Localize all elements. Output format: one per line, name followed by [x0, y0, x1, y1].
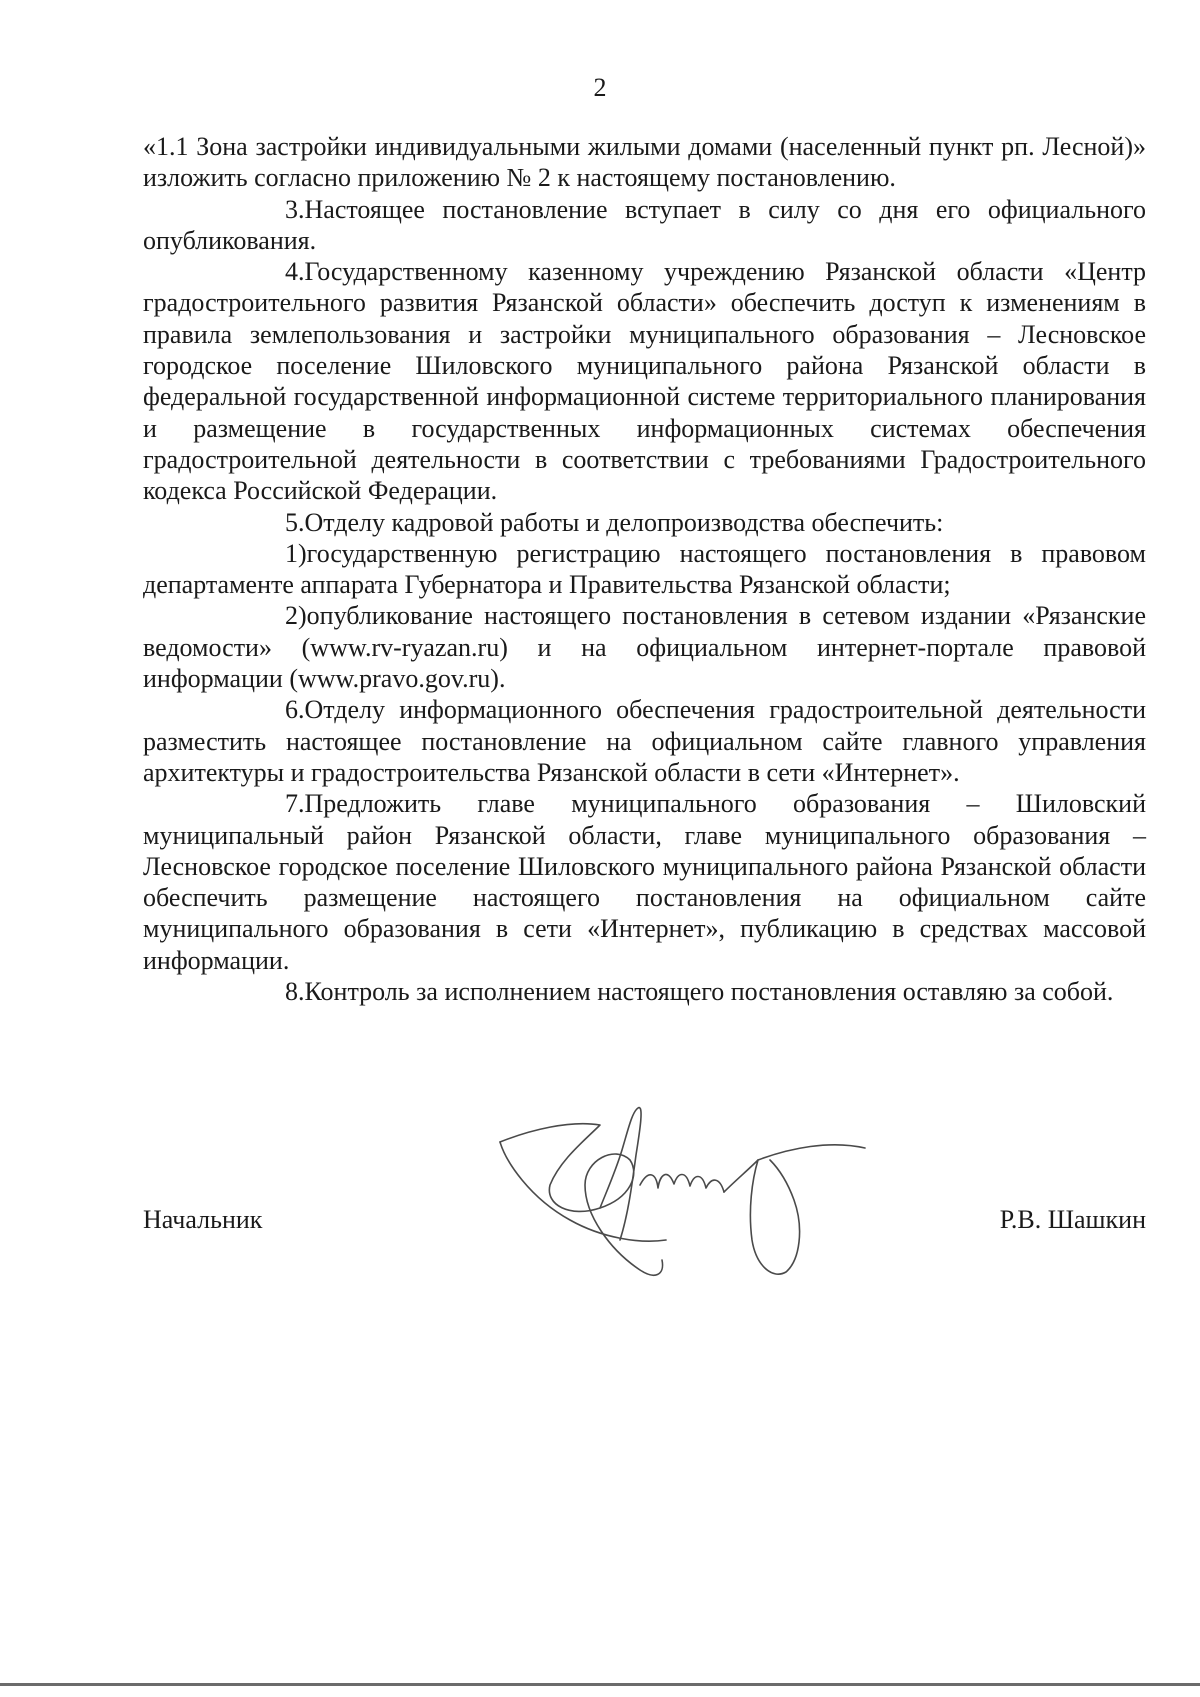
paragraph-4 — [143, 256, 1146, 506]
paragraph-number: 4. — [285, 257, 305, 287]
page-number: 2 — [593, 73, 607, 102]
position-title: Начальник — [143, 1205, 263, 1234]
paragraph-text: Предложить главе муниципального образования – Шиловский муниципальный район Рязанской области, главе муниципального образования – Лесновское городское поселение Шиловского муниципального района Рязанской области обеспечить размещение настоящего постановления на официальном сайте муниципального образования в сети «Интернет», публикацию в средствах массовой информации. — [143, 789, 1146, 975]
paragraph-number: 2) — [285, 601, 307, 631]
subparagraph-2 — [143, 600, 1146, 694]
paragraph-text: Контроль за исполнением настоящего постановления оставляю за собой. — [304, 977, 1114, 1007]
paragraph-5 — [143, 507, 1146, 538]
paragraph-6 — [143, 694, 1146, 788]
document-body — [143, 131, 1146, 1007]
paragraph-number: 8. — [285, 977, 305, 1007]
paragraph-number: 6. — [285, 695, 305, 725]
signer-name: Р.В. Шашкин — [999, 1205, 1146, 1234]
paragraph-1-1-continuation — [143, 131, 1146, 194]
paragraph-number: 7. — [285, 789, 305, 819]
paragraph-text: опубликование настоящего постановления в сетевом издании «Рязанские ведомости» (www.rv-ryazan.ru) и на официальном интернет-портале правовой информации (www.pravo.gov.ru). — [143, 601, 1146, 694]
paragraph-text: Государственному казенному учреждению Рязанской области «Центр градостроительного развития Рязанской области» обеспечить доступ к изменениям в правила землепользования и застройки муниципального образования – Лесновское городское поселение Шиловского муниципального района Рязанской области в федеральной государственной информационной системе территориального планирования и размещение в государственных информационных системах обеспечения градостроительной деятельности в соответствии с требованиями Градостроительного кодекса Российской Федерации. — [143, 257, 1146, 506]
paragraph-number: 3. — [285, 194, 305, 224]
paragraph-text: Отделу информационного обеспечения градостроительной деятельности разместить настоящее постановление на официальном сайте главного управления архитектуры и градостроительства Рязанской области в сети «Интернет». — [143, 695, 1146, 787]
paragraph-text: «1.1 Зона застройки индивидуальными жилыми домами (населенный пункт рп. Лесной)» изложить согласно приложению № 2 к настоящему постановлению. — [143, 132, 1146, 193]
paragraph-3 — [143, 194, 1146, 257]
paragraph-number: 1) — [285, 538, 307, 568]
handwritten-signature — [490, 1100, 880, 1310]
paragraph-7 — [143, 788, 1146, 976]
paragraph-text: Настоящее постановление вступает в силу со дня его официального опубликования. — [143, 194, 1146, 255]
paragraph-text: государственную регистрацию настоящего постановления в правовом департаменте аппарата Губернатора и Правительства Рязанской области; — [143, 538, 1146, 600]
bottom-divider — [0, 1683, 1200, 1686]
paragraph-8 — [143, 976, 1146, 1007]
subparagraph-1 — [143, 538, 1146, 601]
paragraph-number: 5. — [285, 507, 305, 537]
paragraph-text: Отделу кадровой работы и делопроизводства обеспечить: — [304, 507, 944, 537]
